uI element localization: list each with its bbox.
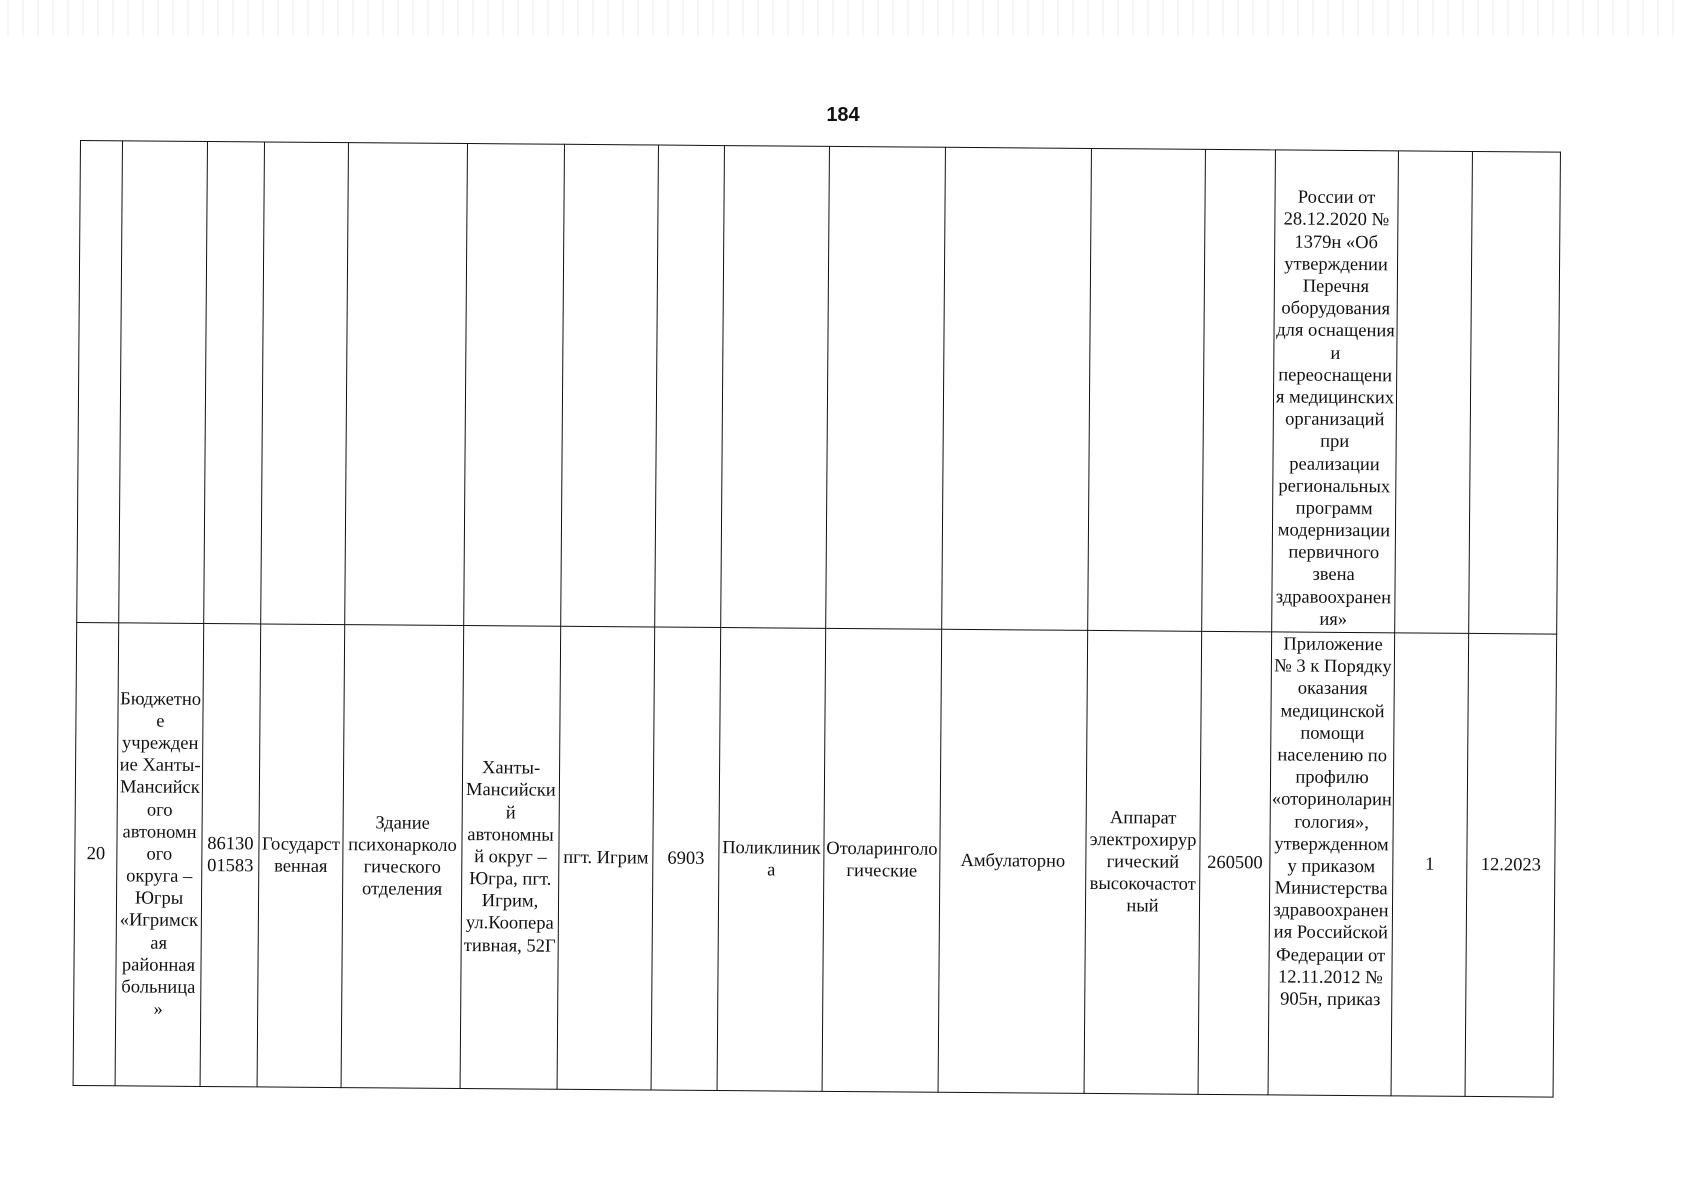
cell-unit: Поликлиника [717, 628, 826, 1092]
cell-ownership-cont [261, 142, 349, 625]
cell-building: Здание психонаркологического отделения [341, 625, 464, 1089]
cell-building-cont [345, 143, 468, 626]
cell-locality-cont [561, 144, 659, 627]
cell-condition: Амбулаторно [938, 629, 1088, 1093]
cell-quantity: 1 [1391, 633, 1469, 1097]
document-sheet [73, 140, 1560, 1102]
cell-equipment: Аппарат электрохирургический высокочастотный [1084, 630, 1202, 1094]
cell-date-cont [1469, 151, 1561, 634]
cell-profile-cont [826, 146, 946, 629]
cell-code: 8613001583 [200, 623, 261, 1086]
cell-index: 6903 [651, 627, 721, 1091]
cell-date: 12.2023 [1465, 633, 1557, 1097]
cell-equipment-code: 260500 [1198, 631, 1272, 1095]
equipment-table [73, 140, 1561, 1098]
cell-profile: Отоларингологические [822, 628, 942, 1092]
cell-condition-cont [942, 147, 1092, 630]
cell-org-cont [119, 141, 208, 624]
page-number: 184 [826, 104, 860, 126]
cell-index-cont [655, 145, 725, 628]
cell-equipment-code-cont [1202, 149, 1276, 632]
cell-code-cont [204, 142, 265, 624]
cell-legal-basis-continuation: России от 28.12.2020 № 1379н «Об утверждении Перечня оборудования для оснащения и переоснащения медицинских организаций при реализации региональных программ модернизации первичного звена здравоохранения» [1272, 150, 1399, 633]
cell-address-cont [464, 144, 565, 627]
cell-legal-basis: Приложение № 3 к Порядку оказания медицинской помощи населению по профилю «оториноларингология», утвержденному приказом Министерства здравоохранения Российской Федерации от 12.11.2012 № 905н, приказ [1268, 632, 1395, 1096]
scan-edge-noise [0, 0, 1686, 36]
table-row [73, 622, 1557, 1097]
cell-org: Бюджетное учреждение Ханты-Мансийского автономного округа – Югры «Игримская районная больница» [115, 623, 204, 1087]
cell-address: Ханты-Мансийский автономный округ – Югра, пгт. Игрим, ул.Кооперативная, 52Г [460, 626, 561, 1090]
cell-equipment-cont [1088, 148, 1206, 631]
cell-unit-cont [721, 146, 830, 629]
cell-locality: пгт. Игрим [557, 626, 655, 1090]
cell-num: 20 [73, 622, 119, 1085]
cell-quantity-cont [1395, 151, 1473, 634]
cell-ownership: Государственная [257, 624, 345, 1088]
table-row-continuation [77, 141, 1561, 635]
cell-num-cont [77, 141, 123, 623]
